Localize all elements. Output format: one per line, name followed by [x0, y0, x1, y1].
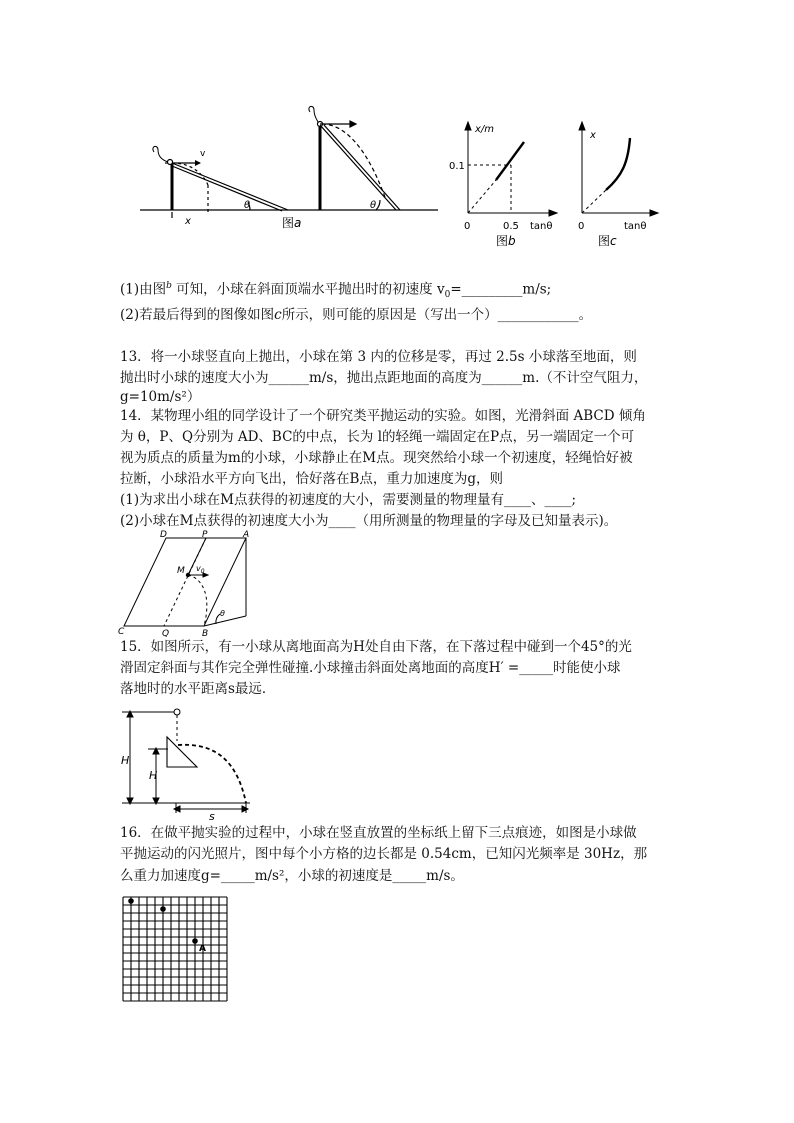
fig-c-y-axis: x	[590, 130, 596, 141]
q15-line3: 落地时的水平距离s最远．	[120, 681, 276, 697]
fig14-M: M	[177, 566, 185, 576]
fig-c-x-axis: tanθ	[624, 221, 647, 232]
fig14-C: C	[118, 627, 125, 637]
q16-line1: 16．在做平抛实验的过程中，小球在竖直放置的坐标纸上留下三点痕迹，如图是小球做	[120, 825, 637, 841]
fig15-s: s	[209, 810, 215, 822]
q16-line2: 平抛运动的闪光照片，图中每个小方格的边长都是 0.54cm，已知闪光频率是 30Hz，那	[120, 846, 648, 862]
fig-b-y-axis: x/m	[475, 124, 495, 135]
q14-line5: (1)为求出小球在M点获得的初速度的大小，需要测量的物理量有____、____;	[120, 492, 576, 508]
fig14-v0: $v_0$	[196, 564, 205, 575]
figure-q15-fall	[118, 707, 258, 822]
figure-q16-grid	[120, 894, 232, 1006]
q14-line6: (2)小球在M点获得的初速度大小为____（用所测量的物理量的字母及已知量表示)。	[120, 513, 618, 529]
fig-a-x-label: x	[185, 216, 191, 227]
q13-line2: 抛出时小球的速度大小为______m/s，抛出点距地面的高度为______m.（不计空气阻力，	[120, 370, 648, 386]
fig-b-y-tick: 0.1	[449, 161, 465, 172]
trace-point-2	[160, 906, 166, 912]
q13-line3: g=10m/s²）	[120, 389, 201, 405]
q12-part2: (2)若最后得到的图像如图c所示，则可能的原因是（写出一个）____________。	[120, 307, 593, 323]
q12-part1: (1)由图$^b$ 可知，小球在斜面顶端水平抛出时的初速度 $v_0=\_\_\_\_\_\_\_\_\_m/s$;	[120, 281, 552, 301]
figure-c	[566, 118, 666, 250]
q15-line2: 滑固定斜面与其作完全弹性碰撞.小球撞击斜面处离地面的高度H′ =_____时能使小球	[120, 660, 621, 676]
q16-line3: 么重力加速度g=_____m/s²，小球的初速度是_____m/s。	[120, 868, 464, 884]
trace-point-1	[128, 898, 134, 904]
fig16-A: A	[199, 944, 206, 954]
q14-line2: 为 θ，P、Q分别为 AD、BC的中点，长为 l的轻绳一端固定在P点，另一端固定一个可	[120, 429, 635, 445]
fig14-A: A	[243, 530, 250, 540]
fig-a-theta-left: θ	[244, 200, 251, 211]
figure-a	[140, 100, 440, 235]
fig-a-caption: 图a	[282, 216, 302, 230]
fig-a-theta-right: θ	[370, 200, 377, 211]
fig-c-origin: 0	[578, 221, 585, 232]
trace-point-3	[192, 938, 198, 944]
q14-line4: 拉断，小球沿水平方向飞出，恰好落在B点，重力加速度为g，则	[120, 471, 504, 487]
fig15-H-inner: H	[149, 769, 158, 782]
fig-b-origin: 0	[464, 221, 471, 232]
fig14-P: P	[202, 530, 208, 540]
figure-b	[448, 118, 563, 250]
fig14-Q: Q	[162, 629, 170, 638]
q14-line3: 视为质点的质量为m的小球，小球静止在M点。现突然给小球一个初速度，轻绳恰好被	[120, 450, 633, 466]
fig14-B: B	[202, 629, 209, 638]
fig-b-x-axis: tanθ	[530, 221, 553, 232]
fig14-D: D	[160, 530, 167, 540]
q13-line1: 13．将一小球竖直向上抛出，小球在第 3 内的位移是零，再过 2.5s 小球落至地面，则	[120, 349, 637, 365]
fig-b-caption: 图b	[496, 234, 516, 248]
fig-a-v-label: v	[200, 149, 206, 159]
q14-line1: 14．某物理小组的同学设计了一个研究类平抛运动的实验。如图，光滑斜面 ABCD 倾角	[120, 408, 646, 424]
q15-line1: 15．如图所示，有一小球从离地面高为H处自由下落，在下落过程中碰到一个45°的光	[120, 639, 632, 655]
fig-b-x-tick: 0.5	[503, 221, 519, 232]
figure-q14-incline	[116, 530, 256, 638]
fig14-theta: θ	[220, 609, 225, 618]
fig15-H-outer: H	[121, 754, 130, 767]
fig-c-caption: 图c	[598, 234, 617, 248]
